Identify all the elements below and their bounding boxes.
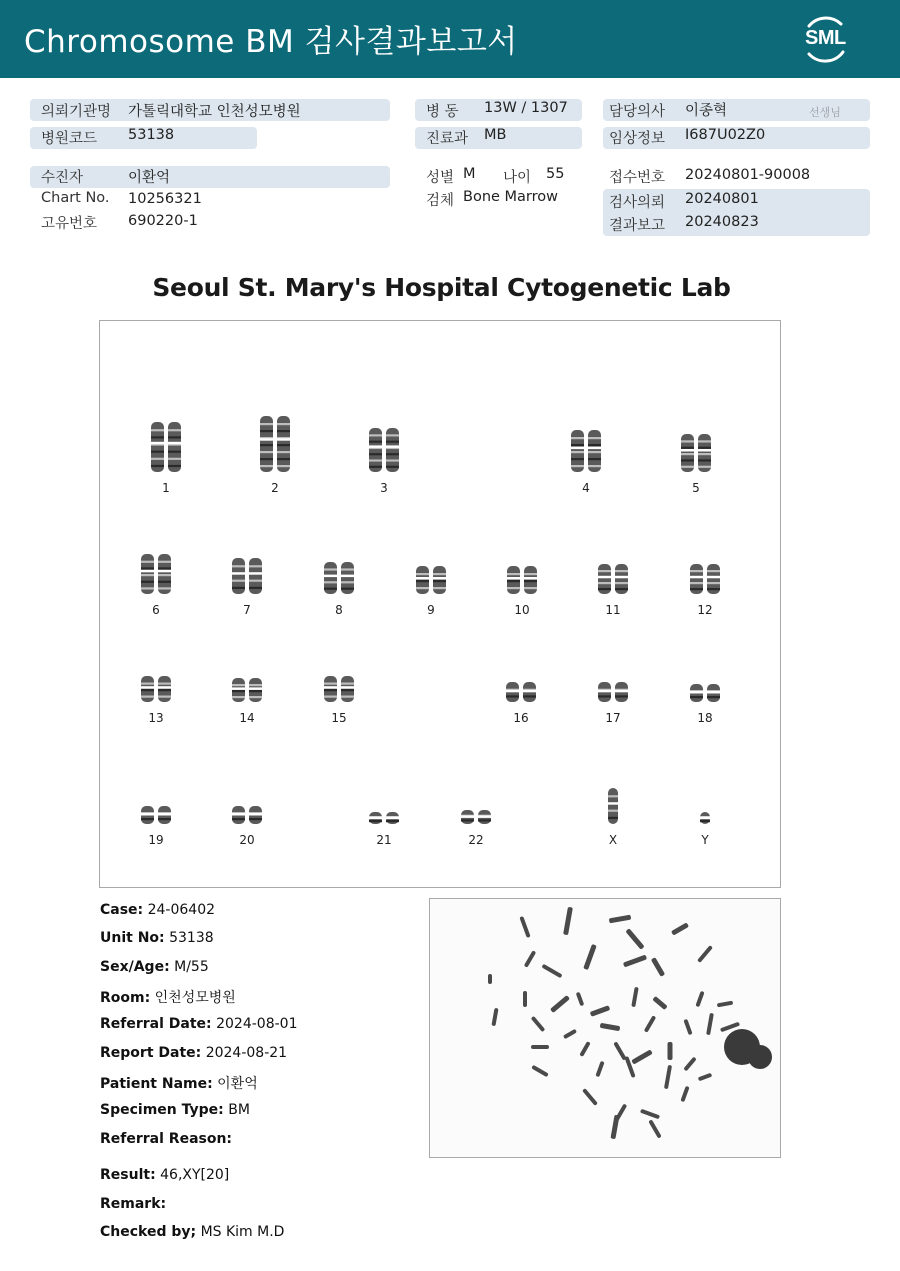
unit-line [100, 930, 214, 946]
metaphase-chromosome [610, 1115, 619, 1140]
patient-name-line [100, 1073, 258, 1093]
hospital-code-value: 53138 [128, 127, 175, 143]
chromosome-pair-X [606, 787, 620, 825]
chromosome-label-12: 12 [697, 603, 713, 617]
chromosome-pair-3 [366, 427, 402, 473]
doctor-label: 담당의사 [609, 104, 666, 120]
remark-label: Remark: [100, 1196, 167, 1212]
chromosome-pair-9 [413, 565, 449, 595]
unique-no-label: 고유번호 [41, 216, 98, 232]
chromosome-pair-1 [148, 421, 184, 473]
result-report-label: 결과보고 [609, 218, 666, 234]
chromosome-label-14: 14 [239, 711, 255, 725]
result-value: 46,XY[20] [160, 1167, 230, 1183]
specimen-value: Bone Marrow [463, 189, 559, 205]
metaphase-chromosome [531, 1016, 546, 1032]
metaphase-chromosome [563, 1029, 577, 1039]
sml-logo [795, 12, 855, 66]
specimen-type-line [100, 1102, 250, 1118]
chromosome-label-5: 5 [692, 481, 700, 495]
metaphase-chromosome [683, 1057, 696, 1072]
requesting-institution-label: 의뢰기관명 [41, 104, 112, 120]
referral-date-line [100, 1016, 297, 1032]
specimen-type-label: Specimen Type: [100, 1102, 224, 1118]
interphase-nucleus [748, 1045, 772, 1069]
patient-name-label: Patient Name: [100, 1076, 213, 1092]
chromosome-label-20: 20 [239, 833, 255, 847]
chromosome-label-X: X [608, 833, 618, 847]
row-shade [30, 166, 390, 188]
metaphase-chromosome [706, 1013, 714, 1035]
metaphase-chromosome [698, 1073, 713, 1082]
chromosome-label-11: 11 [605, 603, 621, 617]
sexage-value: M/55 [174, 959, 209, 975]
metaphase-chromosome [550, 995, 570, 1013]
chromosome-label-15: 15 [331, 711, 347, 725]
sex-value: M [463, 166, 476, 182]
metaphase-chromosome [491, 1008, 498, 1026]
metaphase-chromosome [541, 964, 562, 978]
metaphase-chromosome [524, 950, 536, 968]
chromosome-label-22: 22 [468, 833, 484, 847]
chromosome-label-16: 16 [513, 711, 529, 725]
metaphase-chromosome [583, 944, 597, 970]
result-report-value: 20240823 [685, 214, 759, 230]
metaphase-chromosome [579, 1041, 590, 1057]
hospital-code-label: 병원코드 [41, 131, 98, 147]
metaphase-chromosome [582, 1088, 598, 1106]
chromosome-label-18: 18 [697, 711, 713, 725]
metaphase-chromosome [652, 996, 667, 1010]
chromosome-pair-5 [678, 433, 714, 473]
chromosome-pair-20 [229, 805, 265, 825]
chromosome-label-17: 17 [605, 711, 621, 725]
clinical-info-label: 임상정보 [609, 131, 666, 147]
result-line [100, 1167, 229, 1183]
referral-date-value: 2024-08-01 [216, 1016, 298, 1032]
chromosome-label-19: 19 [148, 833, 164, 847]
chromosome-pair-15 [321, 675, 357, 703]
metaphase-chromosome [531, 1065, 549, 1077]
metaphase-chromosome [623, 955, 647, 968]
test-request-label: 검사의뢰 [609, 195, 666, 211]
room-label: Room: [100, 990, 151, 1006]
chart-no-label: Chart No. [41, 190, 110, 206]
chromosome-label-Y: Y [701, 833, 709, 847]
checked-value: MS Kim M.D [200, 1224, 285, 1240]
chromosome-pair-19 [138, 805, 174, 825]
metaphase-chromosome [671, 922, 689, 935]
chromosome-label-21: 21 [376, 833, 392, 847]
metaphase-chromosome [697, 945, 713, 963]
receipt-no-label: 접수번호 [609, 170, 666, 186]
specimen-type-value: BM [228, 1102, 250, 1118]
report-date-line [100, 1045, 287, 1061]
metaphase-image [429, 898, 781, 1158]
chromosome-pair-2 [257, 415, 293, 473]
unique-no-value: 690220-1 [128, 213, 198, 229]
age-value: 55 [546, 166, 565, 182]
sexage-label: Sex/Age: [100, 959, 170, 975]
chromosome-label-10: 10 [514, 603, 530, 617]
report-date-value: 2024-08-21 [205, 1045, 288, 1061]
karyogram-panel [99, 320, 781, 888]
chromosome-pair-4 [568, 429, 604, 473]
chromosome-pair-10 [504, 565, 540, 595]
chromosome-label-9: 9 [427, 603, 435, 617]
chromosome-pair-11 [595, 563, 631, 595]
specimen-label: 검체 [426, 193, 455, 209]
unit-value: 53138 [169, 930, 214, 946]
room-value: 인천성모병원 [154, 990, 236, 1006]
chromosome-pair-13 [138, 675, 174, 703]
clinical-info-value: I687U02Z0 [685, 127, 766, 143]
chromosome-pair-16 [503, 681, 539, 703]
requesting-institution-value: 가톨릭대학교 인천성모병원 [128, 104, 301, 120]
metaphase-chromosome [631, 987, 638, 1007]
chromosome-pair-6 [138, 553, 174, 595]
unit-label: Unit No: [100, 930, 165, 946]
ward-label: 병 동 [426, 104, 459, 120]
report-title: Chromosome BM 검사결과보고서 [24, 24, 518, 60]
chromosome-pair-21 [366, 811, 402, 825]
test-request-value: 20240801 [685, 191, 759, 207]
logo-text: SML [805, 27, 846, 49]
case-label: Case: [100, 902, 144, 918]
chromosome-pair-17 [595, 681, 631, 703]
metaphase-chromosome [648, 1119, 661, 1138]
chromosome-pair-22 [458, 809, 494, 825]
metaphase-chromosome [651, 957, 665, 977]
metaphase-chromosome [563, 907, 573, 935]
chromosome-label-7: 7 [243, 603, 251, 617]
metaphase-chromosome [668, 1042, 673, 1060]
metaphase-chromosome [631, 1049, 653, 1064]
ward-value: 13W / 1307 [484, 100, 568, 116]
age-label: 나이 [503, 170, 532, 186]
remark-line [100, 1196, 166, 1212]
case-value: 24-06402 [147, 902, 216, 918]
result-label: Result: [100, 1167, 156, 1183]
doctor-value: 이종혁 [685, 103, 728, 119]
metaphase-chromosome [695, 991, 704, 1007]
chromosome-pair-12 [687, 563, 723, 595]
department-label: 진료과 [426, 131, 469, 147]
chromosome-pair-Y [698, 811, 712, 825]
chromosome-label-2: 2 [271, 481, 279, 495]
case-line [100, 902, 215, 918]
lab-title: Seoul St. Mary's Hospital Cytogenetic Lab [152, 273, 731, 302]
metaphase-chromosome [600, 1023, 621, 1031]
metaphase-spread [430, 899, 780, 1157]
metaphase-chromosome [576, 992, 585, 1007]
room-line [100, 987, 236, 1007]
patient-label: 수진자 [41, 170, 84, 186]
chromosome-pair-14 [229, 677, 265, 703]
patient-value: 이환억 [128, 170, 171, 186]
chromosome-label-4: 4 [582, 481, 590, 495]
chromosome-label-1: 1 [162, 481, 170, 495]
referral-reason-line [100, 1131, 232, 1147]
metaphase-chromosome [613, 1041, 626, 1060]
referral-date-label: Referral Date: [100, 1016, 212, 1032]
metaphase-chromosome [595, 1061, 604, 1077]
metaphase-chromosome [683, 1019, 692, 1035]
receipt-no-value: 20240801-90008 [685, 167, 811, 183]
metaphase-chromosome [625, 928, 644, 950]
chromosome-label-13: 13 [148, 711, 164, 725]
department-value: MB [484, 127, 507, 143]
metaphase-chromosome [519, 916, 530, 938]
metaphase-chromosome [609, 915, 632, 924]
checked-line [100, 1224, 284, 1240]
metaphase-chromosome [640, 1109, 660, 1120]
chromosome-label-6: 6 [152, 603, 160, 617]
chart-no-value: 10256321 [128, 191, 202, 207]
metaphase-chromosome [488, 974, 492, 984]
metaphase-chromosome [717, 1001, 733, 1008]
metaphase-chromosome [680, 1086, 689, 1102]
chromosome-label-8: 8 [335, 603, 343, 617]
metaphase-chromosome [531, 1045, 549, 1049]
report-date-label: Report Date: [100, 1045, 202, 1061]
doctor-suffix: 선생님 [809, 106, 841, 119]
sex-label: 성별 [426, 170, 455, 186]
chromosome-pair-7 [229, 557, 265, 595]
chromosome-pair-8 [321, 561, 357, 595]
chromosome-label-3: 3 [380, 481, 388, 495]
metaphase-chromosome [590, 1005, 611, 1017]
metaphase-chromosome [523, 991, 527, 1007]
sexage-line [100, 959, 209, 975]
metaphase-chromosome [644, 1015, 656, 1033]
patient-name-value: 이환억 [217, 1076, 258, 1092]
referral-reason-label: Referral Reason: [100, 1131, 233, 1147]
metaphase-chromosome [664, 1065, 672, 1089]
header-band [0, 0, 900, 78]
chromosome-pair-18 [687, 683, 723, 703]
checked-label: Checked by; [100, 1224, 197, 1240]
